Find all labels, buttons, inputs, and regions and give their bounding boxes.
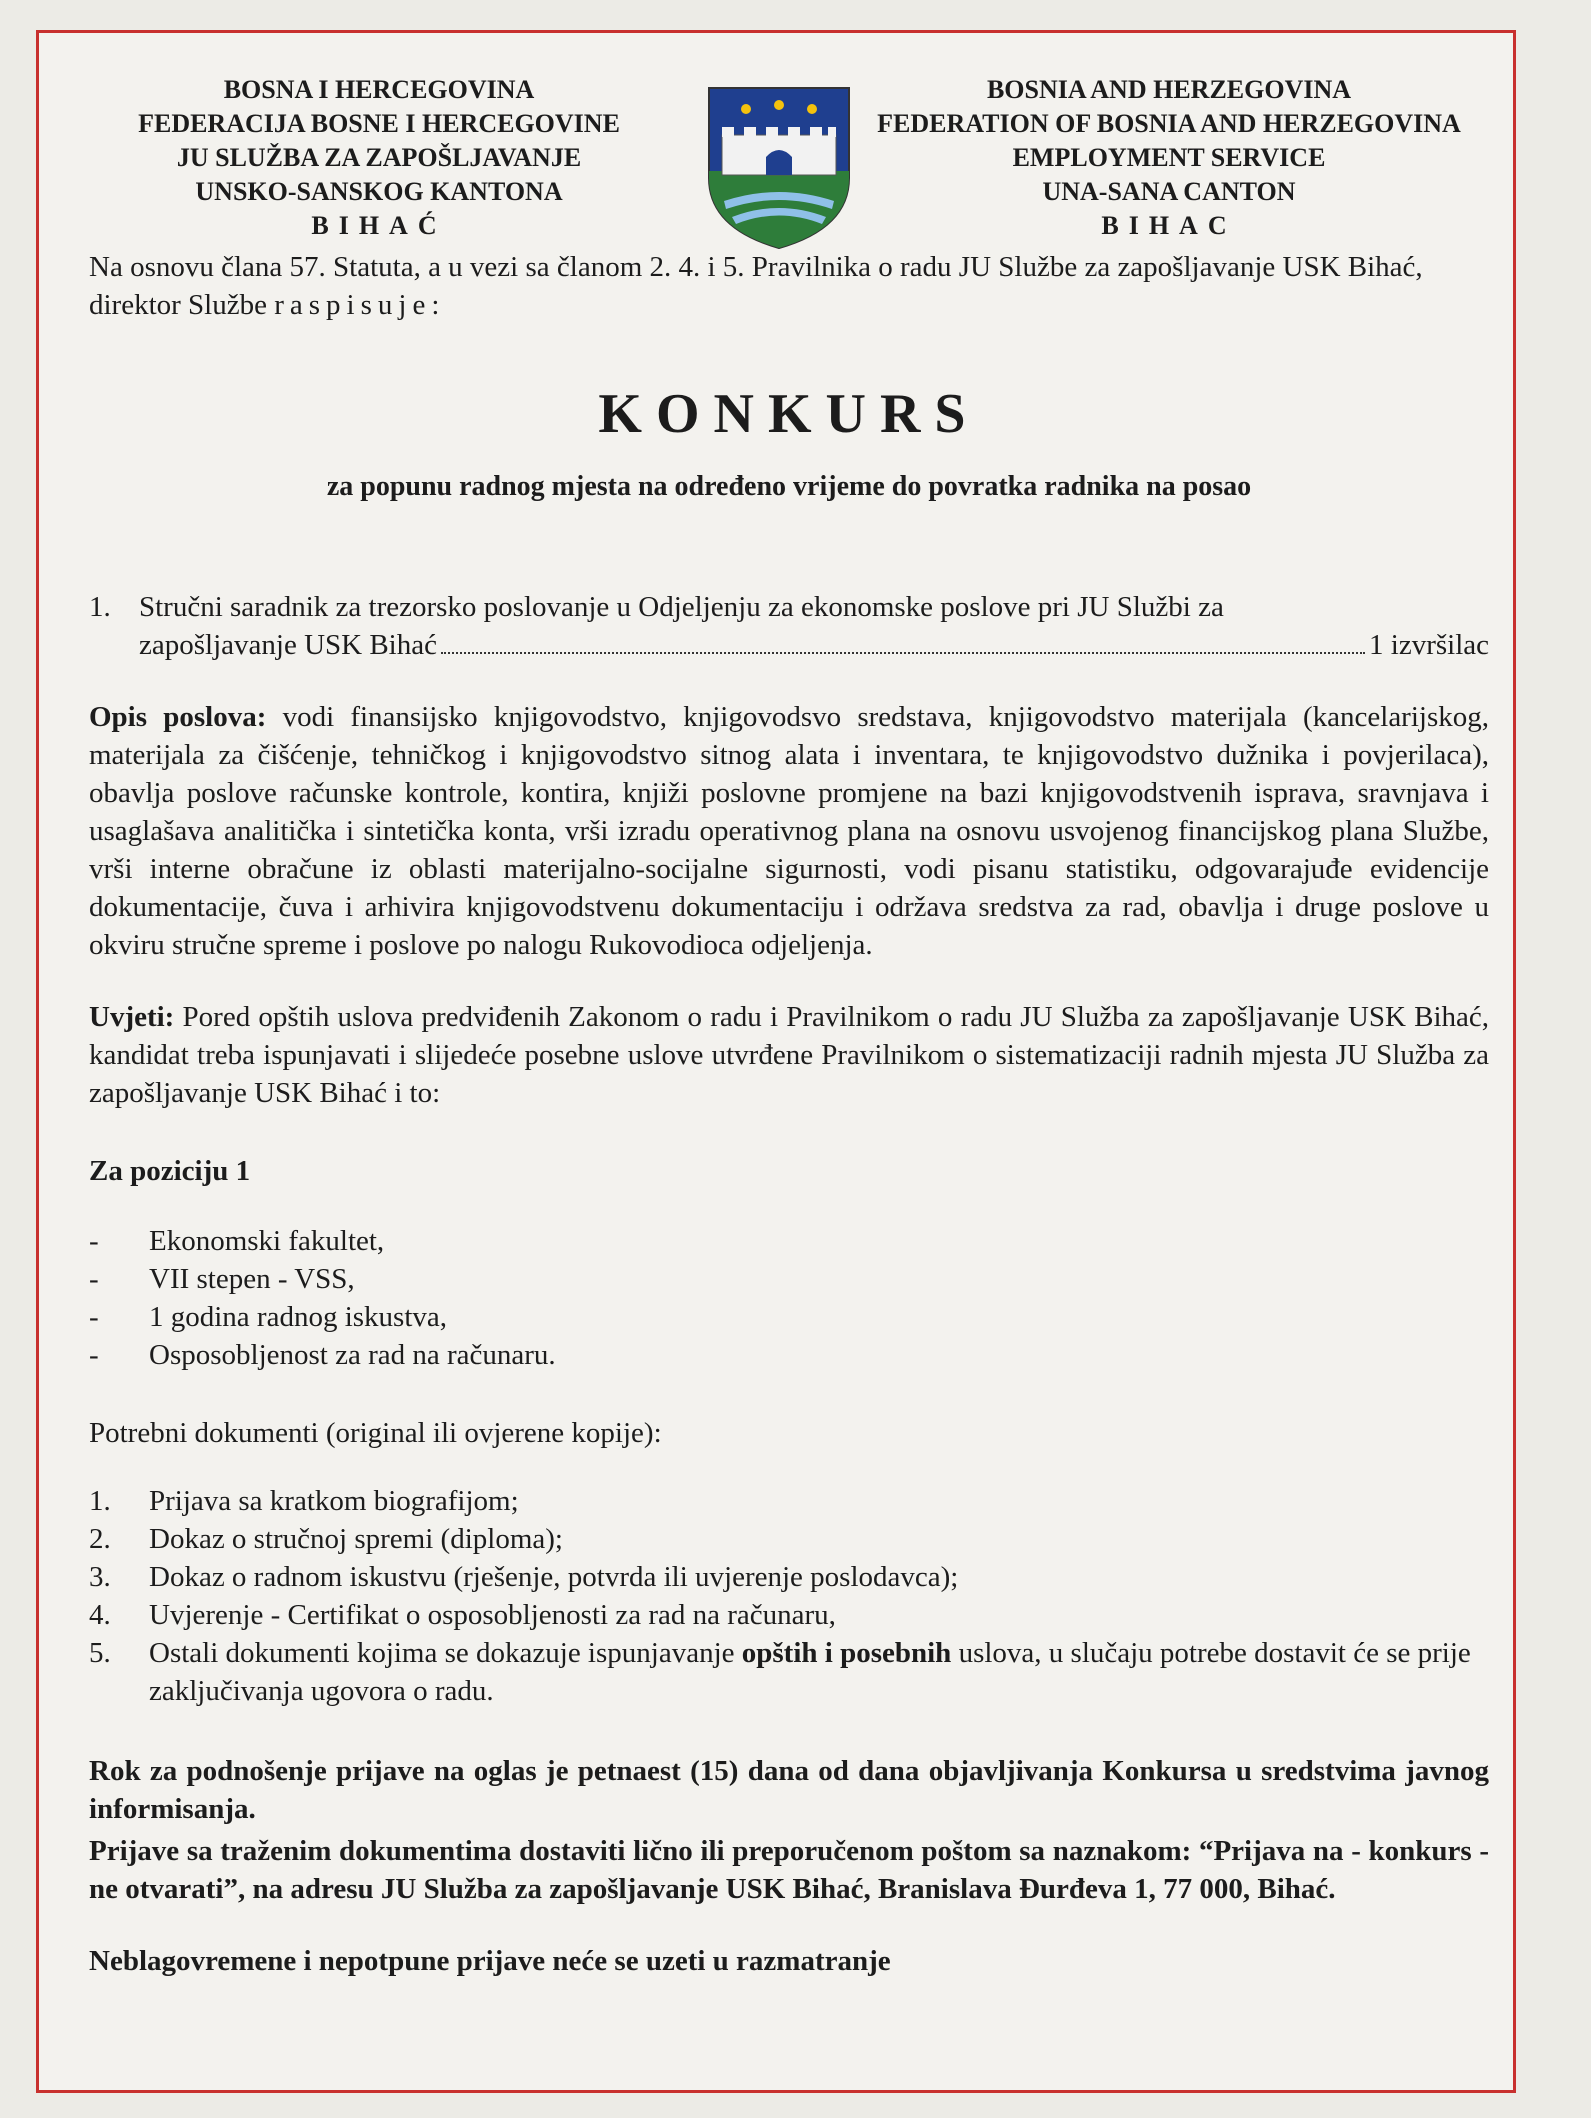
list-item: - VII stepen - VSS, (89, 1263, 355, 1295)
list-item: 4. Uvjerenje - Certifikat o osposobljenosti za rad na računaru, (89, 1599, 836, 1631)
list-item: 1. Prijava sa kratkom biografijom; (89, 1485, 519, 1517)
intro-colon: : (431, 289, 440, 321)
job-description-label: Opis poslova: (89, 701, 267, 733)
position-line1: Stručni saradnik za trezorsko poslovanje u Odjeljenju za ekonomske poslove pri JU Službi za (139, 591, 1224, 623)
conditions-label: Uvjeti: (89, 1001, 175, 1033)
coat-of-arms-icon (704, 83, 854, 253)
letterhead-local (99, 73, 659, 243)
letterhead-line: FEDERACIJA BOSNE I HERCEGOVINE (138, 109, 620, 138)
letterhead-city: BIHAC (1101, 211, 1237, 240)
letterhead-city: BIHAĆ (311, 211, 447, 240)
conditions-text: Pored opštih uslova predviđenih Zakonom o radu i Pravilnikom o radu JU Služba za zapošljavanje USK Bihać, kandidat treba ispunjavati i slijedeće posebne uslove utvrđene Pravilnikom o sistematizaciji radnih mjesta JU Služba za zapošljavanje USK Bihać i to: (89, 1001, 1489, 1109)
notice-body (89, 248, 1489, 1980)
list-item: - Osposobljenost za rad na računaru. (89, 1339, 556, 1371)
letterhead-line: FEDERATION OF BOSNIA AND HERZEGOVINA (877, 109, 1461, 138)
position-line2-row (139, 626, 1489, 664)
list-item: 2. Dokaz o stručnoj spremi (diploma); (89, 1523, 563, 1555)
position-line2: zapošljavanje USK Bihać (139, 629, 437, 661)
submission-text: Prijave sa traženim dokumentima dostaviti lično ili preporučenom poštom sa naznakom: “Prijava na - konkurs - ne otvarati”, na adresu JU Služba za zapošljavanje USK Bihać, Branislava Đurđeva 1, 77 000, Bihać. (89, 1835, 1489, 1905)
conditions (89, 998, 1489, 1112)
intro-paragraph (89, 248, 1489, 324)
letterhead-line: JU SLUŽBA ZA ZAPOŠLJAVANJE (176, 143, 582, 172)
job-description-text: vodi finansijsko knjigovodstvo, knjigovodsvo sredstava, knjigovodstvo materijala (kancelarijskog, materijala za čišćenje, tehničkog i knjigovodstvo sitnog alata i inventara, te knjigovodstvo dužnika i povjerilaca), obavlja poslove računske kontrole, kontira, knjiži poslovne promjene na bazi knjigovodstvenih isprava, sravnjava i usaglašava analitička i sintetička konta, vrši izradu operativnog plana na osnovu usvojenog financijskog plana Službe, vrši interne obračune iz oblasti materijalno-socijalne sigurnosti, vodi pisanu statistiku, odgovarajuđe evidencije dokumentacije, čuva i arhivira knjigovodstvenu dokumentaciju i održava sredstva za rad, obavlja i druge poslove u okviru stručne spreme i poslove po nalogu Rukovodioca odjeljenja. (89, 701, 1489, 961)
documents-title: Potrebni dokumenti (original ili ovjerene kopije): (89, 1417, 662, 1449)
notice-frame (36, 30, 1516, 2093)
list-item: 3. Dokaz o radnom iskustvu (rješenje, potvrda ili uvjerenje poslodavca); (89, 1561, 959, 1593)
letterhead-line: UNSKO-SANSKOG KANTONA (195, 177, 563, 206)
letterhead (39, 53, 1513, 253)
closing-note: Neblagovremene i nepotpune prijave neće se uzeti u razmatranje (89, 1945, 891, 1977)
list-item: 5. Ostali dokumenti kojima se dokazuje ispunjavanje opštih i posebnih uslova, u slučaju potrebe dostavit će se prije zaključivanja ugovora o radu. (89, 1637, 1471, 1707)
requirements-list (89, 1222, 1489, 1374)
list-item: - 1 godina radnog iskustva, (89, 1301, 448, 1333)
letterhead-line: BOSNA I HERCEGOVINA (223, 75, 535, 104)
position-item (89, 588, 1489, 664)
position-number: 1. (89, 591, 111, 623)
intro-verb: raspisuje (274, 289, 432, 321)
documents-list (89, 1482, 1489, 1710)
intro-text: Na osnovu člana 57. Statuta, a u vezi sa članom 2. 4. i 5. Pravilnika o radu JU Službe za zapošljavanje USK Bihać, direktor Službe (89, 251, 1423, 321)
letterhead-line: BOSNIA AND HERZEGOVINA (986, 75, 1352, 104)
letterhead-line: EMPLOYMENT SERVICE (1012, 143, 1326, 172)
letterhead-english (869, 73, 1469, 243)
position-heading: Za poziciju 1 (89, 1155, 251, 1187)
list-item: - Ekonomski fakultet, (89, 1225, 385, 1257)
page-title: KONKURS (598, 383, 980, 445)
position-count: 1 izvršilac (1369, 629, 1489, 661)
job-description (89, 698, 1489, 964)
deadline-text: Rok za podnošenje prijave na oglas je petnaest (15) dana od dana objavljivanja Konkursa u sredstvima javnog informisanja. (89, 1755, 1489, 1825)
position-text (139, 588, 1489, 664)
page-subtitle: za popunu radnog mjesta na određeno vrijeme do povratka radnika na posao (326, 471, 1252, 502)
dot-leader (441, 626, 1365, 654)
letterhead-line: UNA-SANA CANTON (1042, 177, 1296, 206)
